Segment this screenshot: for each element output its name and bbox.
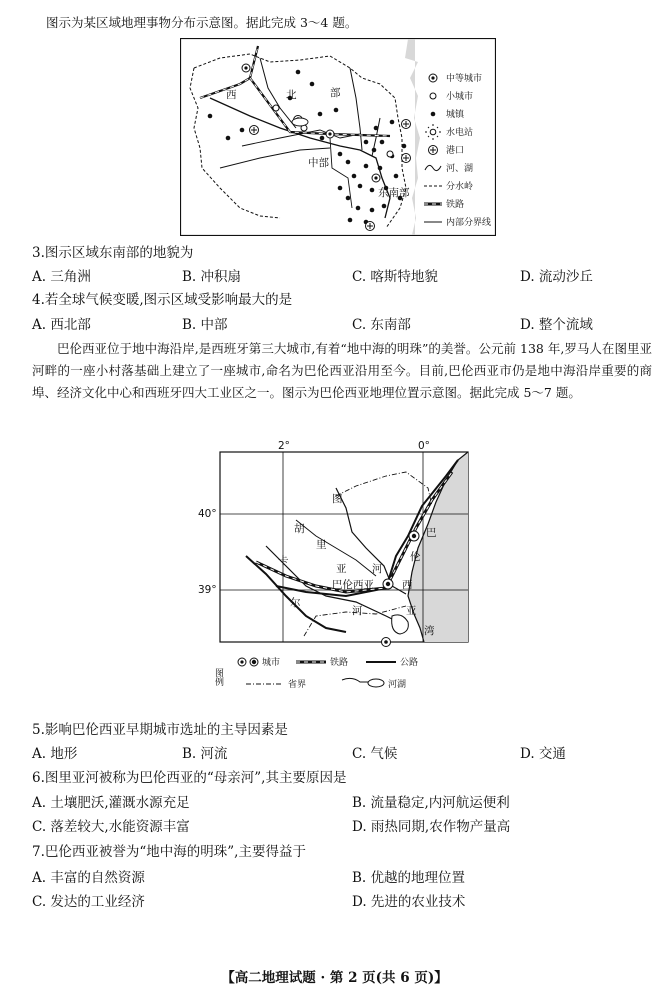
intro-text-1: 图示为某区域地理事物分布示意图。据此完成 3～4 题。 xyxy=(46,15,358,30)
map2-label-ba: 巴 xyxy=(426,527,437,539)
q4-option-c[interactable]: C. 东南部 xyxy=(352,317,411,333)
map1-label-bu: 部 xyxy=(330,87,341,99)
map2-lon-label-0: 2° xyxy=(278,440,290,452)
map1-label-southeast: 东南部 xyxy=(378,187,410,199)
legend1-label-3: 水电站 xyxy=(446,128,474,138)
q3-stem: 3.图示区域东南部的地貌为 xyxy=(32,245,194,261)
q7-option-d[interactable]: D. 先进的农业技术 xyxy=(352,894,466,910)
q3-option-d[interactable]: D. 流动沙丘 xyxy=(520,269,593,285)
map2-label-ka: 卡 xyxy=(278,555,289,567)
q7-option-b[interactable]: B. 优越的地理位置 xyxy=(352,870,466,886)
map2-label-valencia: 巴伦西亚 xyxy=(332,579,374,591)
legend2-label-3: 省界 xyxy=(288,680,307,690)
q3-option-c[interactable]: C. 喀斯特地貌 xyxy=(352,269,438,285)
q4-option-d[interactable]: D. 整个流域 xyxy=(520,317,593,333)
q6-option-b[interactable]: B. 流量稳定,内河航运便利 xyxy=(352,795,510,811)
q5-option-b[interactable]: B. 河流 xyxy=(182,746,228,762)
river-lake-icon xyxy=(342,678,384,687)
map2-label-ya: 亚 xyxy=(336,563,347,575)
q3-option-a[interactable]: A. 三角洲 xyxy=(32,269,91,285)
legend1-label-7: 铁路 xyxy=(446,200,465,210)
legend2-label-0: 城市 xyxy=(262,658,281,668)
map2-lat-label-1: 39° xyxy=(198,584,217,596)
legend2-label-1: 铁路 xyxy=(330,658,349,668)
map2-label-wan: 湾 xyxy=(424,625,435,637)
map2-label-hu: 胡 xyxy=(294,523,305,535)
map2-legend-title: 图例 xyxy=(213,668,223,686)
q5-stem: 5.影响巴伦西亚早期城市选址的主导因素是 xyxy=(32,722,288,738)
map2-label-lun: 伦 xyxy=(410,551,421,563)
legend1-label-2: 城镇 xyxy=(446,110,465,120)
legend2-label-4: 河湖 xyxy=(388,680,407,690)
q6-option-c[interactable]: C. 落差较大,水能资源丰富 xyxy=(32,819,190,835)
map2-label-li: 里 xyxy=(316,539,327,551)
map2-lat-label-0: 40° xyxy=(198,508,217,520)
small-city-icon xyxy=(430,93,436,99)
map1-label-north: 北 xyxy=(286,89,297,101)
legend1-label-8: 内部分界线 xyxy=(446,218,492,228)
map2-label-tu: 图 xyxy=(332,493,343,505)
medium-city-icon xyxy=(429,74,437,82)
legend2-label-2: 公路 xyxy=(400,658,419,668)
map2-label-river2: 河 xyxy=(352,605,363,617)
q3-option-b[interactable]: B. 冲积扇 xyxy=(182,269,242,285)
intro-text-2: 巴伦西亚位于地中海沿岸,是西班牙第三大城市,有着“地中海的明珠”的美誉。公元前 138 年,罗马人在图里亚河畔的一座小村落基础上建立了一座城市,命名为巴伦西亚沿用至今。目前,巴伦西亚市仍是地中海沿岸重要的商埠、经济文化中心和西班牙四大工业区之一。图示为巴伦西亚地理位置示意图。据此完成 5～7 题。 xyxy=(32,341,652,400)
map-1 xyxy=(180,38,496,236)
map2-label-lake-char: 尔 xyxy=(290,597,301,609)
q7-option-a[interactable]: A. 丰富的自然资源 xyxy=(32,870,145,886)
map-2 xyxy=(196,436,472,694)
q5-option-c[interactable]: C. 气候 xyxy=(352,746,398,762)
q6-stem: 6.图里亚河被称为巴伦西亚的“母亲河”,其主要原因是 xyxy=(32,770,347,786)
legend1-label-1: 小城市 xyxy=(446,92,474,102)
q5-option-d[interactable]: D. 交通 xyxy=(520,746,566,762)
port-icon xyxy=(429,146,438,155)
town-icon xyxy=(431,112,436,117)
map2-label-he: 河 xyxy=(372,563,383,575)
legend1-label-0: 中等城市 xyxy=(446,74,483,84)
map2-lon-label-1: 0° xyxy=(418,440,430,452)
map1-label-middle: 中部 xyxy=(308,157,329,169)
city-icon xyxy=(238,658,258,666)
q7-option-c[interactable]: C. 发达的工业经济 xyxy=(32,894,145,910)
map2-label-ya2: 亚 xyxy=(406,605,417,617)
page-footer: 【高二地理试题 · 第 2 页(共 6 页)】 xyxy=(221,970,448,986)
q5-option-a[interactable]: A. 地形 xyxy=(32,746,78,762)
q7-stem: 7.巴伦西亚被誉为“地中海的明珠”,主要得益于 xyxy=(32,844,306,860)
q4-option-a[interactable]: A. 西北部 xyxy=(32,317,91,333)
map1-label-west: 西 xyxy=(226,89,237,101)
q4-option-b[interactable]: B. 中部 xyxy=(182,317,228,333)
map2-label-xi: 西 xyxy=(402,579,413,591)
legend1-label-4: 港口 xyxy=(446,146,465,156)
q4-stem: 4.若全球气候变暖,图示区域受影响最大的是 xyxy=(32,292,293,308)
q6-option-d[interactable]: D. 雨热同期,农作物产量高 xyxy=(352,819,511,835)
legend1-label-6: 分水岭 xyxy=(446,182,474,192)
legend1-label-5: 河、湖 xyxy=(446,164,474,174)
q6-option-a[interactable]: A. 土壤肥沃,灌溉水源充足 xyxy=(32,795,190,811)
